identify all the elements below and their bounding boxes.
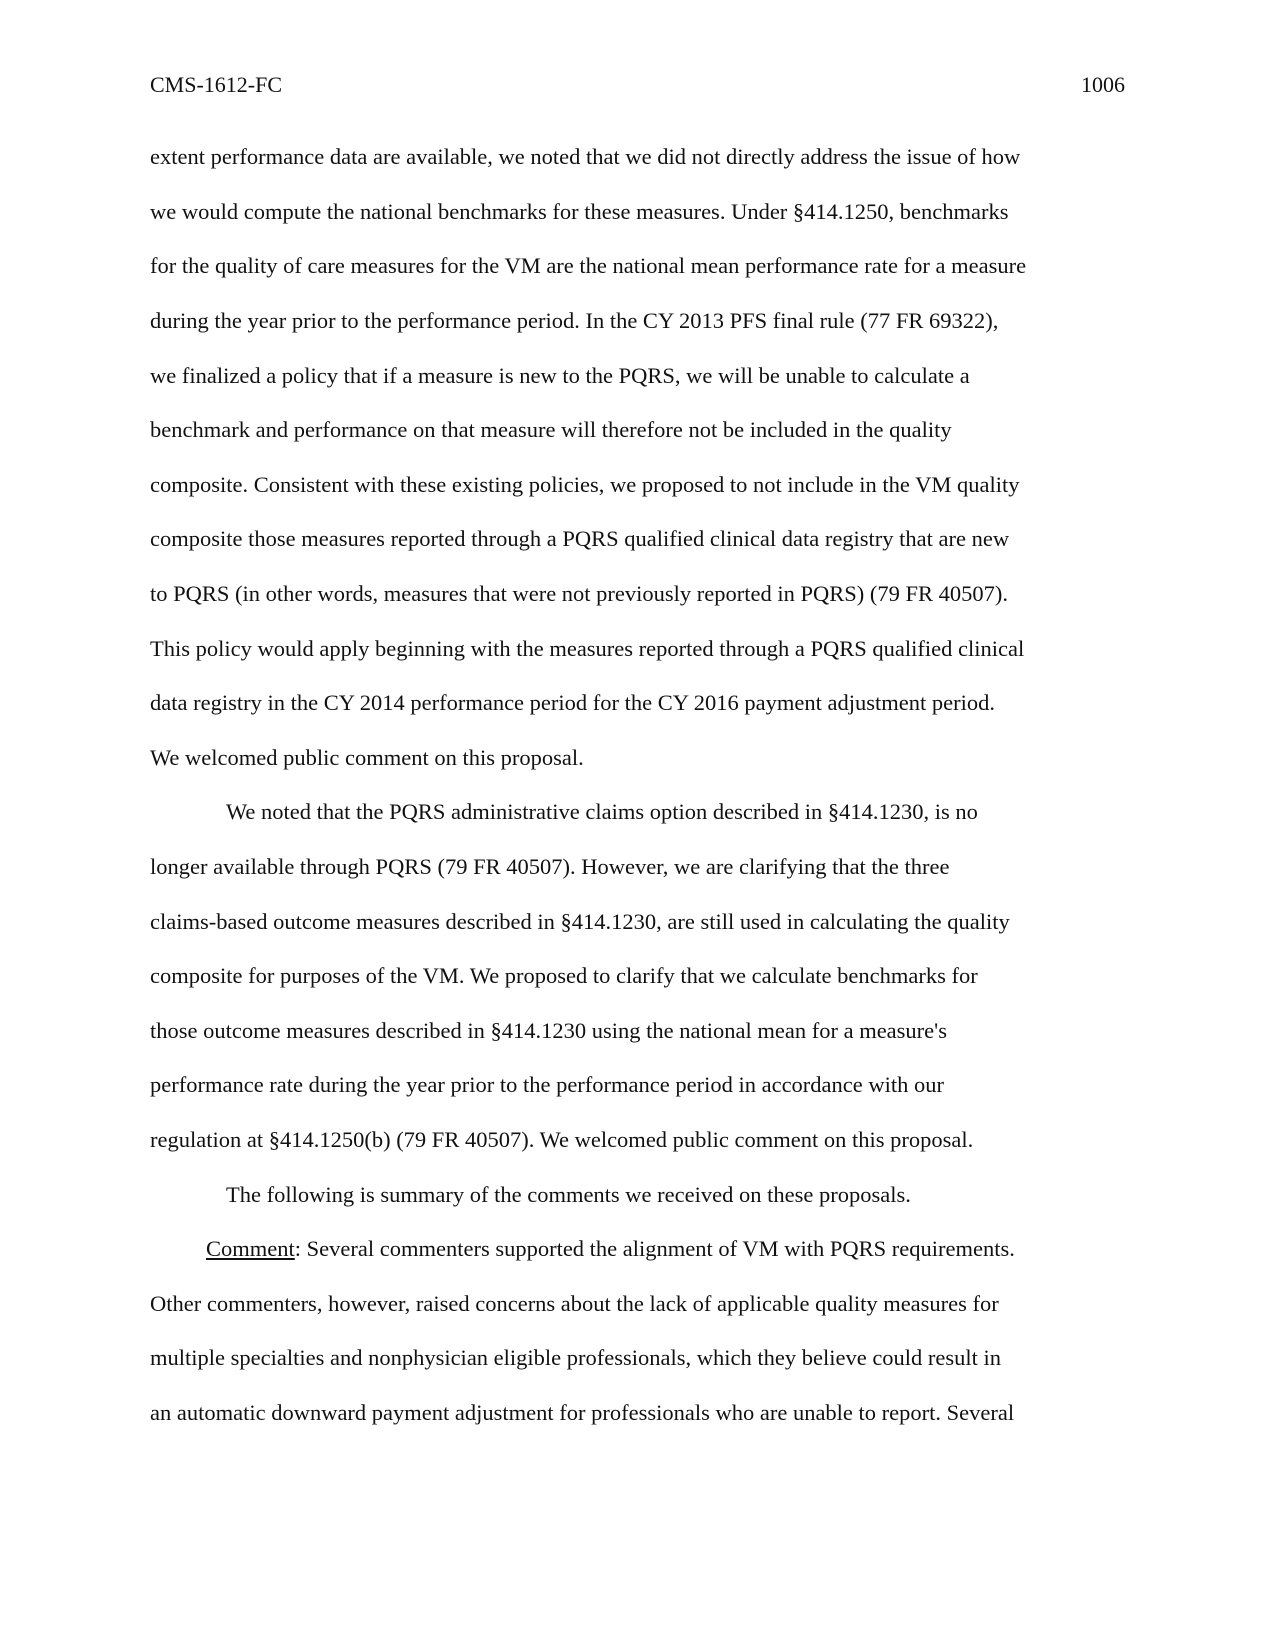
text-line: regulation at §414.1250(b) (79 FR 40507). We welcomed public comment on this proposal.	[150, 1127, 974, 1152]
comment-line	[206, 1234, 1015, 1264]
text-line: we would compute the national benchmarks for these measures. Under §414.1250, benchmarks	[150, 199, 1009, 224]
text-line: This policy would apply beginning with the measures reported through a PQRS qualified clinical	[150, 636, 1025, 661]
text-line: composite. Consistent with these existing policies, we proposed to not include in the VM quality	[150, 472, 1020, 497]
text-line: for the quality of care measures for the VM are the national mean performance rate for a measure	[150, 253, 1027, 278]
text-line: We noted that the PQRS administrative claims option described in §414.1230, is no	[226, 799, 978, 824]
document-id: CMS-1612-FC	[150, 72, 283, 97]
text-line: composite those measures reported through a PQRS qualified clinical data registry that are new	[150, 526, 1010, 551]
comment-separator: :	[294, 1236, 307, 1261]
text-line: Other commenters, however, raised concerns about the lack of applicable quality measures for	[150, 1291, 999, 1316]
text-line: an automatic downward payment adjustment for professionals who are unable to report. Several	[150, 1400, 1015, 1425]
page-number: 1006	[1081, 72, 1125, 97]
text-line: we finalized a policy that if a measure is new to the PQRS, we will be unable to calculate a	[150, 363, 970, 388]
text-line: multiple specialties and nonphysician eligible professionals, which they believe could result in	[150, 1345, 1002, 1370]
text-line: composite for purposes of the VM. We proposed to clarify that we calculate benchmarks for	[150, 963, 978, 988]
text-line: data registry in the CY 2014 performance period for the CY 2016 payment adjustment period.	[150, 690, 995, 715]
comment-label: Comment	[206, 1236, 295, 1261]
comment-text: Several commenters supported the alignment of VM with PQRS requirements.	[306, 1236, 1015, 1261]
text-line: longer available through PQRS (79 FR 40507). However, we are clarifying that the three	[150, 854, 950, 879]
text-line: during the year prior to the performance period. In the CY 2013 PFS final rule (77 FR 69322),	[150, 308, 999, 333]
text-line: We welcomed public comment on this proposal.	[150, 745, 584, 770]
text-line: benchmark and performance on that measure will therefore not be included in the quality	[150, 417, 952, 442]
text-line: extent performance data are available, we noted that we did not directly address the issue of how	[150, 144, 1021, 169]
text-line: to PQRS (in other words, measures that were not previously reported in PQRS) (79 FR 40507).	[150, 581, 1009, 606]
text-line: claims-based outcome measures described in §414.1230, are still used in calculating the quality	[150, 909, 1010, 934]
text-line: those outcome measures described in §414.1230 using the national mean for a measure's	[150, 1018, 947, 1043]
text-line: performance rate during the year prior to the performance period in accordance with our	[150, 1072, 945, 1097]
text-line: The following is summary of the comments we received on these proposals.	[226, 1182, 911, 1207]
